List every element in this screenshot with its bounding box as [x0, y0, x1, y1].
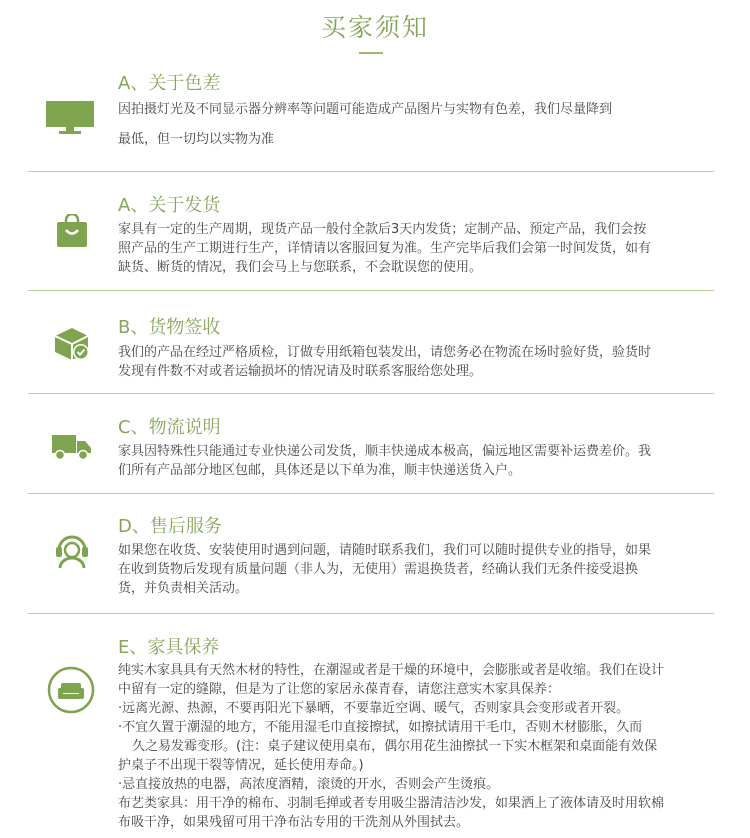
body-line: 中留有一定的缝隙，但是为了让您的家居永葆青春，请您注意实木家具保养： [118, 682, 561, 697]
body-line: ·忌直接放热的电器，高浓度酒精，滚烫的开水，否则会产生烫痕。 [118, 777, 500, 792]
section-title: D、售后服务 [118, 516, 222, 537]
section-title: E、家具保养 [118, 637, 220, 658]
section-body [118, 95, 718, 155]
truck-icon [52, 433, 92, 461]
divider [28, 393, 714, 394]
section-title: C、物流说明 [118, 417, 221, 438]
body-line: 货，并负责相关活动。 [118, 581, 249, 596]
body-line: 如果您在收货、安装使用时遇到问题，请随时联系我们，我们可以随时提供专业的指导，如果 [118, 543, 652, 558]
body-line: 我们的产品在经过严格质检，订做专用纸箱包装发出，请您务必在物流在场时验好货，验货时 [118, 345, 652, 360]
body-line: 在收到货物后发现有质量问题（非人为，无使用）需退换货者，经确认我们无条件接受退换 [118, 562, 639, 577]
divider [28, 290, 714, 291]
body-line: 们所有产品部分地区包邮，具体还是以下单为准，顺丰快递送货入户。 [118, 463, 522, 478]
divider [28, 493, 714, 494]
title-rule [359, 52, 383, 54]
body-line: 布吸干净，如果残留可用干净布沾专用的干洗剂从外围拭去。 [118, 815, 470, 830]
body-line: ·远离光源、热源，不要再阳光下暴晒，不要靠近空调、暖气，否则家具会变形或者开裂。 [118, 701, 630, 716]
divider [28, 171, 714, 172]
shopping-bag-icon [56, 214, 88, 248]
section-title: A、关于发货 [118, 195, 221, 216]
section-title: A、关于色差 [118, 73, 221, 94]
page-title: 买家须知 [320, 13, 429, 42]
body-line: 家具有一定的生产周期，现货产品一般付全款后3天内发货；定制产品、预定产品，我们会按 [118, 222, 647, 237]
section-body [118, 442, 718, 480]
body-line: 照产品的生产工期进行生产，详情请以客服回复为准。生产完毕后我们会第一时间发货，如有 [118, 241, 652, 256]
body-line: 因拍摄灯光及不同显示器分辨率等问题可能造成产品图片与实物有色差，我们尽量降到 [118, 102, 613, 117]
body-line: ·不宜久置于潮湿的地方，不能用湿毛巾直接擦拭，如擦拭请用干毛巾，否则木材膨胀，久而 [118, 720, 643, 735]
monitor-icon [46, 101, 94, 135]
body-line: 缺货、断货的情况，我们会马上与您联系，不会耽误您的使用。 [118, 260, 483, 275]
body-line: 纯实木家具具有天然木材的特性，在潮湿或者是干燥的环境中，会膨胀或者是收缩。我们在设计 [118, 663, 665, 678]
body-line: 布艺类家具：用干净的棉布、羽制毛掸或者专用吸尘器清洁沙发，如果洒上了液体请及时用软棉 [118, 796, 665, 811]
section-body [118, 661, 718, 832]
body-line: 家具因特殊性只能通过专业快递公司发货，顺丰快递成本极高，偏远地区需要补运费差价。我 [118, 444, 652, 459]
body-line: 最低，但一切均以实物为准 [118, 132, 275, 147]
package-check-icon [52, 324, 92, 362]
body-line: 护桌子不出现干裂等情况，延长使用寿命。) [118, 758, 364, 773]
body-line: 久之易发霉变形。(注：桌子建议使用桌布，偶尔用花生油擦拭一下实木框架和桌面能有效保 [132, 739, 658, 754]
divider [28, 613, 714, 614]
section-body [118, 220, 718, 277]
sofa-icon [46, 665, 96, 715]
body-line: 发现有件数不对或者运输损坏的情况请及时联系客服给您处理。 [118, 364, 483, 379]
section-title: B、货物签收 [118, 317, 221, 338]
customer-service-icon [52, 530, 92, 570]
section-body [118, 541, 718, 598]
section-body [118, 343, 718, 381]
